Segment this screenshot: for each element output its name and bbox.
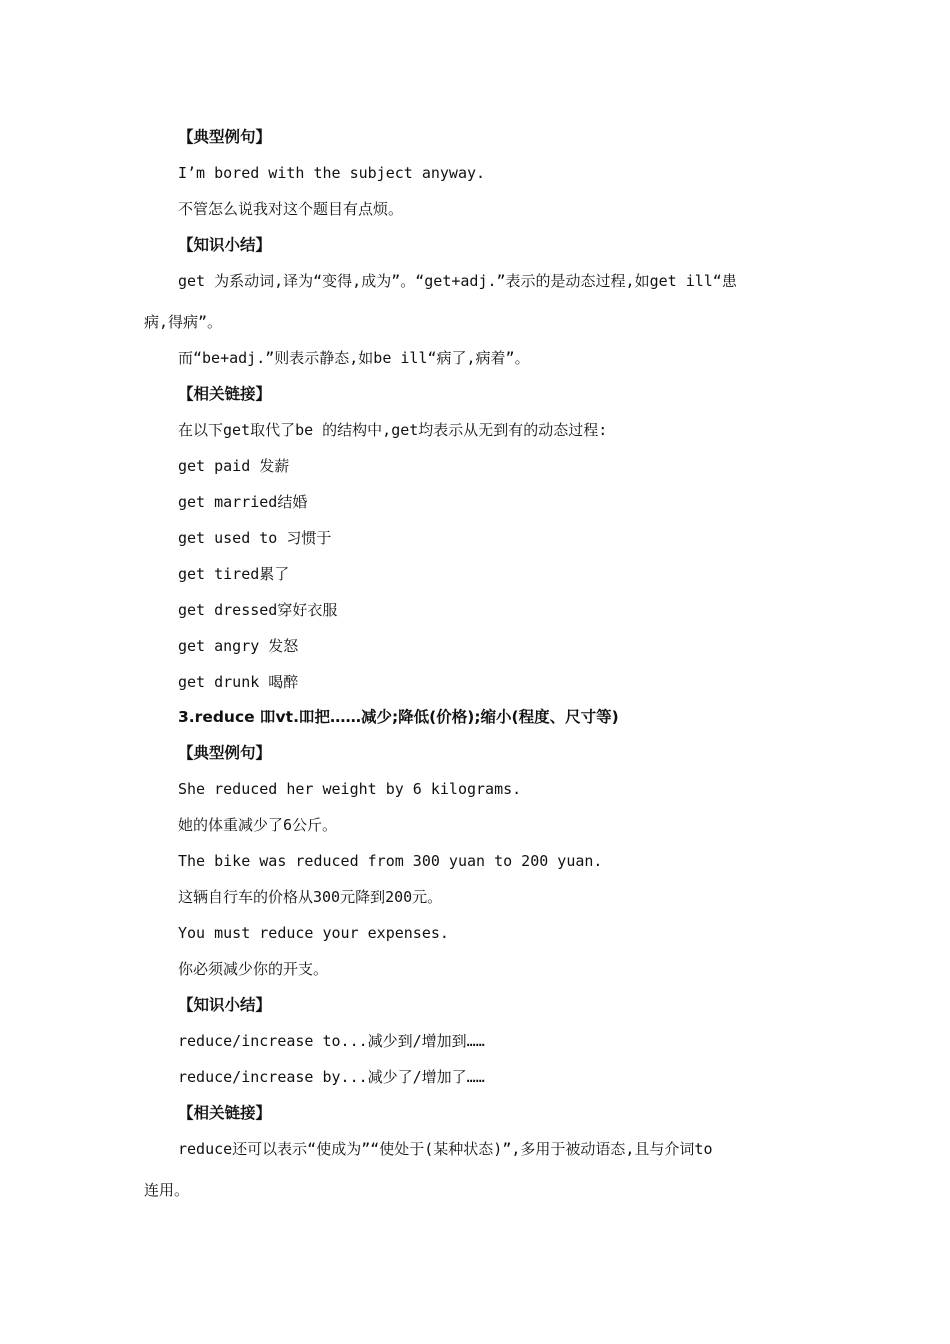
summary-item: reduce/increase to...减少到/增加到…… <box>178 1032 485 1050</box>
example-sentence-zh: 这辆自行车的价格从300元降到200元。 <box>178 888 443 906</box>
phrase-item: get married结婚 <box>178 493 308 511</box>
phrase-item: get drunk 喝醉 <box>178 673 299 691</box>
summary-item: reduce/increase by...减少了/增加了…… <box>178 1068 485 1086</box>
related-paragraph-line: 连用。 <box>144 1181 190 1199</box>
example-sentence-en: You must reduce your expenses. <box>178 924 449 942</box>
summary-paragraph-line: 病,得病”。 <box>144 313 223 331</box>
related-intro: 在以下get取代了be 的结构中,get均表示从无到有的动态过程: <box>178 421 608 439</box>
example-sentence-en: The bike was reduced from 300 yuan to 200 yuan. <box>178 852 603 870</box>
phrase-item: get dressed穿好衣服 <box>178 601 338 619</box>
phrase-item: get paid 发薪 <box>178 457 290 475</box>
related-paragraph-line: reduce还可以表示“使成为”“使处于(某种状态)”,多用于被动语态,且与介词to <box>178 1140 713 1158</box>
example-sentence-en: She reduced her weight by 6 kilograms. <box>178 780 522 798</box>
summary-paragraph-line: 而“be+adj.”则表示静态,如be ill“病了,病着”。 <box>178 349 530 367</box>
section-heading-related: 【相关链接】 <box>178 385 272 403</box>
phrase-item: get angry 发怒 <box>178 637 299 655</box>
phrase-item: get tired累了 <box>178 565 290 583</box>
example-sentence-zh: 你必须减少你的开支。 <box>178 960 329 978</box>
example-sentence-zh: 她的体重减少了6公斤。 <box>178 816 338 834</box>
section-heading-summary: 【知识小结】 <box>178 236 272 254</box>
phrase-item: get used to 习惯于 <box>178 529 332 547</box>
vocab-entry-heading: 3.reduce 吅vt.吅把……减少;降低(价格);缩小(程度、尺寸等) <box>178 708 619 726</box>
section-heading-example: 【典型例句】 <box>178 744 272 762</box>
section-heading-related: 【相关链接】 <box>178 1104 272 1122</box>
section-heading-summary: 【知识小结】 <box>178 996 272 1014</box>
example-sentence-en: I’m bored with the subject anyway. <box>178 164 486 182</box>
section-heading-example: 【典型例句】 <box>178 128 272 146</box>
summary-paragraph-line: get 为系动词,译为“变得,成为”。“get+adj.”表示的是动态过程,如get ill“患 <box>178 272 737 290</box>
example-sentence-zh: 不管怎么说我对这个题目有点烦。 <box>178 200 404 218</box>
